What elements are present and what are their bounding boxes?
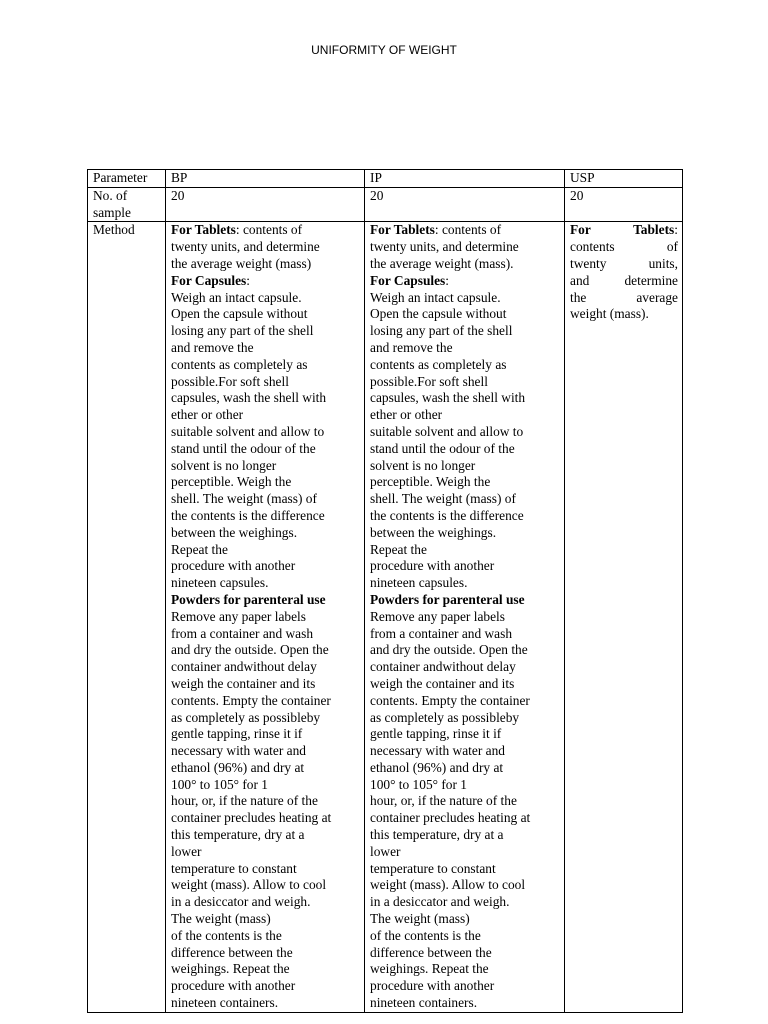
comparison-table (87, 169, 683, 1013)
method-bp (166, 222, 365, 1012)
usp-line-3: twenty units, (570, 255, 678, 271)
usp-line-6: weight (mass). (570, 306, 649, 322)
bp-tablets-text: : contents of twenty units, and determine the average weight (mass) (171, 222, 320, 271)
header-bp: BP (166, 170, 365, 188)
ip-capsules-colon: : (445, 272, 450, 288)
bp-powders-heading: Powders for parenteral use (171, 591, 326, 607)
header-usp: USP (565, 170, 683, 188)
bp-tablets-heading: For Tablets (171, 222, 236, 238)
usp-line-4: and determine (570, 272, 678, 288)
header-row (88, 170, 683, 188)
ip-tablets-heading: For Tablets (370, 222, 435, 238)
usp-tablets-colon: : (674, 222, 678, 238)
ip-powders-heading: Powders for parenteral use (370, 591, 525, 607)
bp-powders-text: Remove any paper labels from a container and wash and dry the outside. Open the container andwithout delay weigh the container and its contents. Empty the container as completely as possibleby gentle tapping, rinse it if necessary with water and ethanol (96%) and dry at 100° to 105° for 1 hour, or, if the nature of the container precludes heating at this temperature, dry at a lower temperature to constant weight (mass). Allow to cool in a desiccator and weigh. The weight (mass) of the contents is the difference between the weighings. Repeat the procedure with another nineteen containers. (171, 608, 332, 1011)
usp-tablets-heading: For Tablets (570, 222, 675, 238)
usp-line-5: the average (570, 289, 678, 305)
sample-ip: 20 (365, 187, 565, 222)
ip-capsules-text: Weigh an intact capsule. Open the capsule without losing any part of the shell and remove the contents as completely as possible.For soft shell capsules, wash the shell with ether or other suitable solvent and allow to stand until the odour of the solvent is no longer perceptible. Weigh the shell. The weight (mass) of the contents is the difference between the weighings. Repeat the procedure with another nineteen capsules. (370, 289, 526, 591)
ip-tablets-text: : contents of twenty units, and determine the average weight (mass). (370, 222, 519, 271)
sample-label: No. of sample (88, 187, 166, 222)
usp-line-1 (570, 222, 678, 239)
header-ip: IP (365, 170, 565, 188)
method-label: Method (88, 222, 166, 1012)
bp-capsules-colon: : (246, 272, 251, 288)
ip-capsules-heading: For Capsules (370, 272, 446, 288)
sample-row (88, 187, 683, 222)
bp-capsules-text: Weigh an intact capsule. Open the capsule without losing any part of the shell and remove the contents as completely as possible.For soft shell capsules, wash the shell with ether or other suitable solvent and allow to stand until the odour of the solvent is no longer perceptible. Weigh the shell. The weight (mass) of the contents is the difference between the weighings. Repeat the procedure with another nineteen capsules. (171, 289, 327, 591)
bp-capsules-heading: For Capsules (171, 272, 247, 288)
sample-bp: 20 (166, 187, 365, 222)
method-usp (565, 222, 683, 1012)
document-title: UNIFORMITY OF WEIGHT (311, 43, 457, 57)
header-parameter: Parameter (88, 170, 166, 188)
sample-usp: 20 (565, 187, 683, 222)
usp-line-2: contents of (570, 239, 678, 255)
ip-powders-text: Remove any paper labels from a container and wash and dry the outside. Open the container andwithout delay weigh the container and its contents. Empty the container as completely as possibleby gentle tapping, rinse it if necessary with water and ethanol (96%) and dry at 100° to 105° for 1 hour, or, if the nature of the container precludes heating at this temperature, dry at a lower temperature to constant weight (mass). Allow to cool in a desiccator and weigh. The weight (mass) of the contents is the difference between the weighings. Repeat the procedure with another nineteen containers. (370, 608, 531, 1011)
method-ip (365, 222, 565, 1012)
method-row (88, 222, 683, 1012)
